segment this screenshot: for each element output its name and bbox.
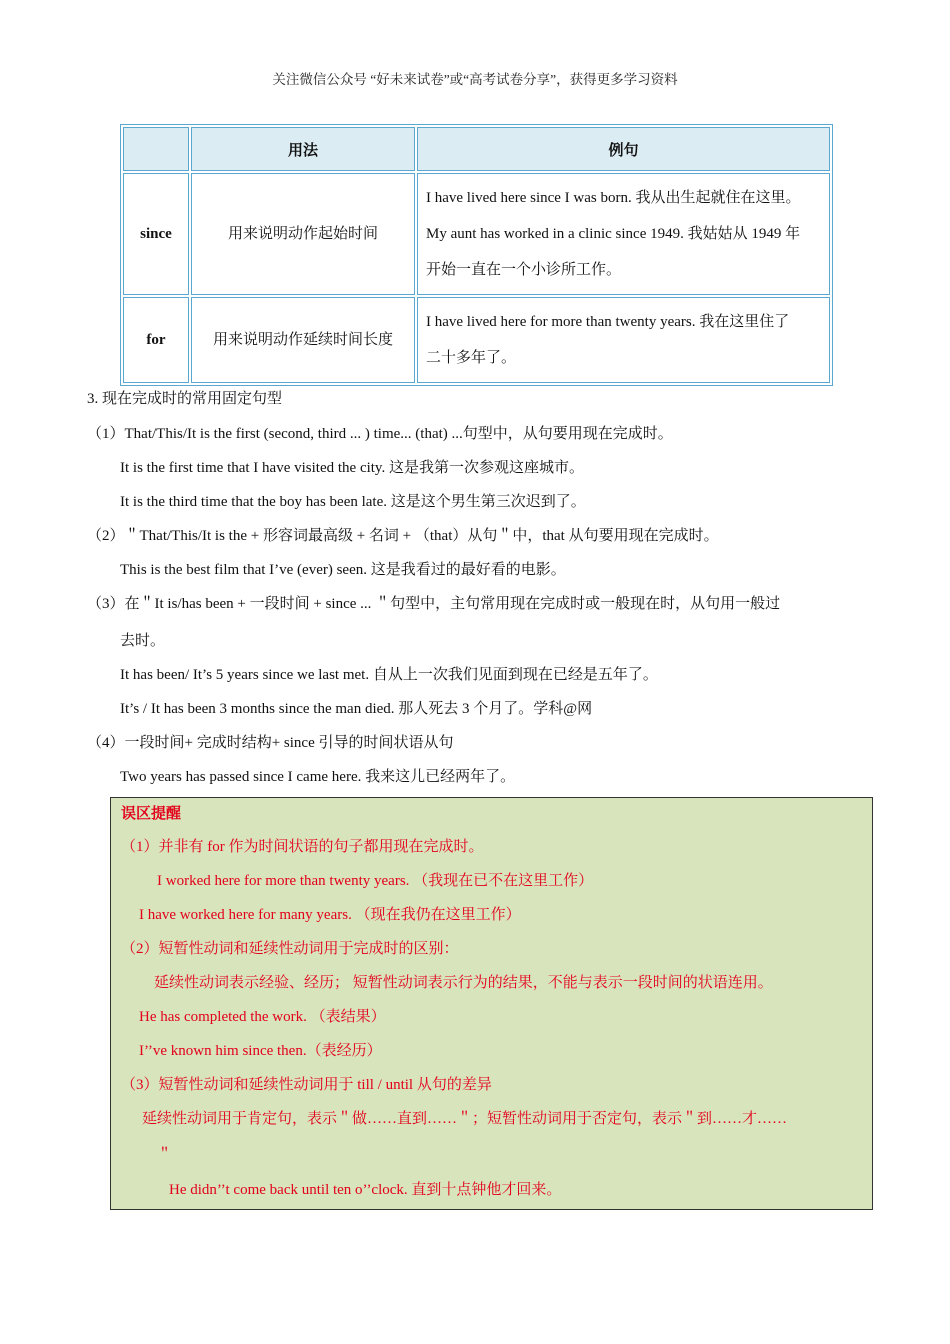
warning-line: （2）短暂性动词和延续性动词用于完成时的区别： [121,941,459,957]
example-sentence: It has been/ It’s 5 years since we last met. 自从上一次我们见面到现在已经是五年了。 [120,667,658,683]
example-line: I have lived here since I was born. 我从出生起就住在这里。 [426,190,801,206]
example-line: My aunt has worked in a clinic since 1949. 我姑姑从 1949 年 [426,226,801,242]
page-header-notice: 关注微信公众号 “好未来试卷”或“高考试卷分享”，获得更多学习资料 [272,72,678,87]
table-header-row [123,127,830,171]
section-title: 3. 现在完成时的常用固定句型 [87,391,283,407]
table-header-example: 例句 [417,127,830,171]
example-sentence: Two years has passed since I came here. 我来这儿已经两年了。 [120,769,516,785]
example-line: 二十多年了。 [426,350,517,366]
warning-line: I worked here for more than twenty years. （我现在已不在这里工作） [157,873,594,889]
warning-line: （3）短暂性动词和延续性动词用于 till / until 从句的差异 [121,1077,492,1093]
table-cell-word: for [123,297,189,383]
rule-line: （2）＂That/This/It is the + 形容词最高级 + 名词 + （that）从句＂中，that 从句要用现在完成时。 [87,528,719,544]
warning-line: 延续性动词用于肯定句，表示＂做……直到……＂；短暂性动词用于否定句，表示＂到……才…… [142,1111,788,1127]
example-sentence: It is the first time that I have visited the city. 这是我第一次参观这座城市。 [120,460,584,476]
example-line: 开始一直在一个小诊所工作。 [426,262,622,278]
warning-line: I have worked here for many years. （现在我仍在这里工作） [139,907,521,923]
warning-box [110,797,873,1210]
table-header-empty [123,127,189,171]
table-cell-usage: 用来说明动作延续时间长度 [191,297,415,383]
rule-line-continued: 去时。 [120,633,166,649]
table-cell-usage: 用来说明动作起始时间 [191,173,415,295]
table-cell-example [417,173,830,295]
warning-line: 延续性动词表示经验、经历； 短暂性动词表示行为的结果，不能与表示一段时间的状语连用。 [154,975,773,991]
warning-line: He didn’’t come back until ten o’’clock. 直到十点钟他才回来。 [169,1182,562,1198]
rule-line: （1）That/This/It is the first (second, third ... ) time... (that) ...句型中，从句要用现在完成时。 [87,426,673,442]
rule-line: （3）在＂It is/has been + 一段时间 + since ... ＂句型中，主句常用现在完成时或一般现在时，从句用一般过 [87,596,781,612]
rule-line: （4）一段时间+ 完成时结构+ since 引导的时间状语从句 [87,735,454,751]
since-for-table [120,124,833,386]
warning-title: 误区提醒 [121,806,182,822]
table-cell-example [417,297,830,383]
table-row [123,297,830,383]
example-sentence: This is the best film that I’ve (ever) seen. 这是我看过的最好看的电影。 [120,562,566,578]
example-line: I have lived here for more than twenty years. 我在这里住了 [426,314,790,330]
warning-line: I’’ve known him since then.（表经历） [139,1043,382,1059]
table-cell-word: since [123,173,189,295]
example-sentence: It is the third time that the boy has been late. 这是这个男生第三次迟到了。 [120,494,586,510]
warning-line: ＂ [157,1147,173,1163]
table-row [123,173,830,295]
warning-line: He has completed the work. （表结果） [139,1009,386,1025]
table-header-usage: 用法 [191,127,415,171]
example-sentence: It’s / It has been 3 months since the man died. 那人死去 3 个月了。学科@网 [120,701,593,717]
warning-line: （1）并非有 for 作为时间状语的句子都用现在完成时。 [121,839,484,855]
